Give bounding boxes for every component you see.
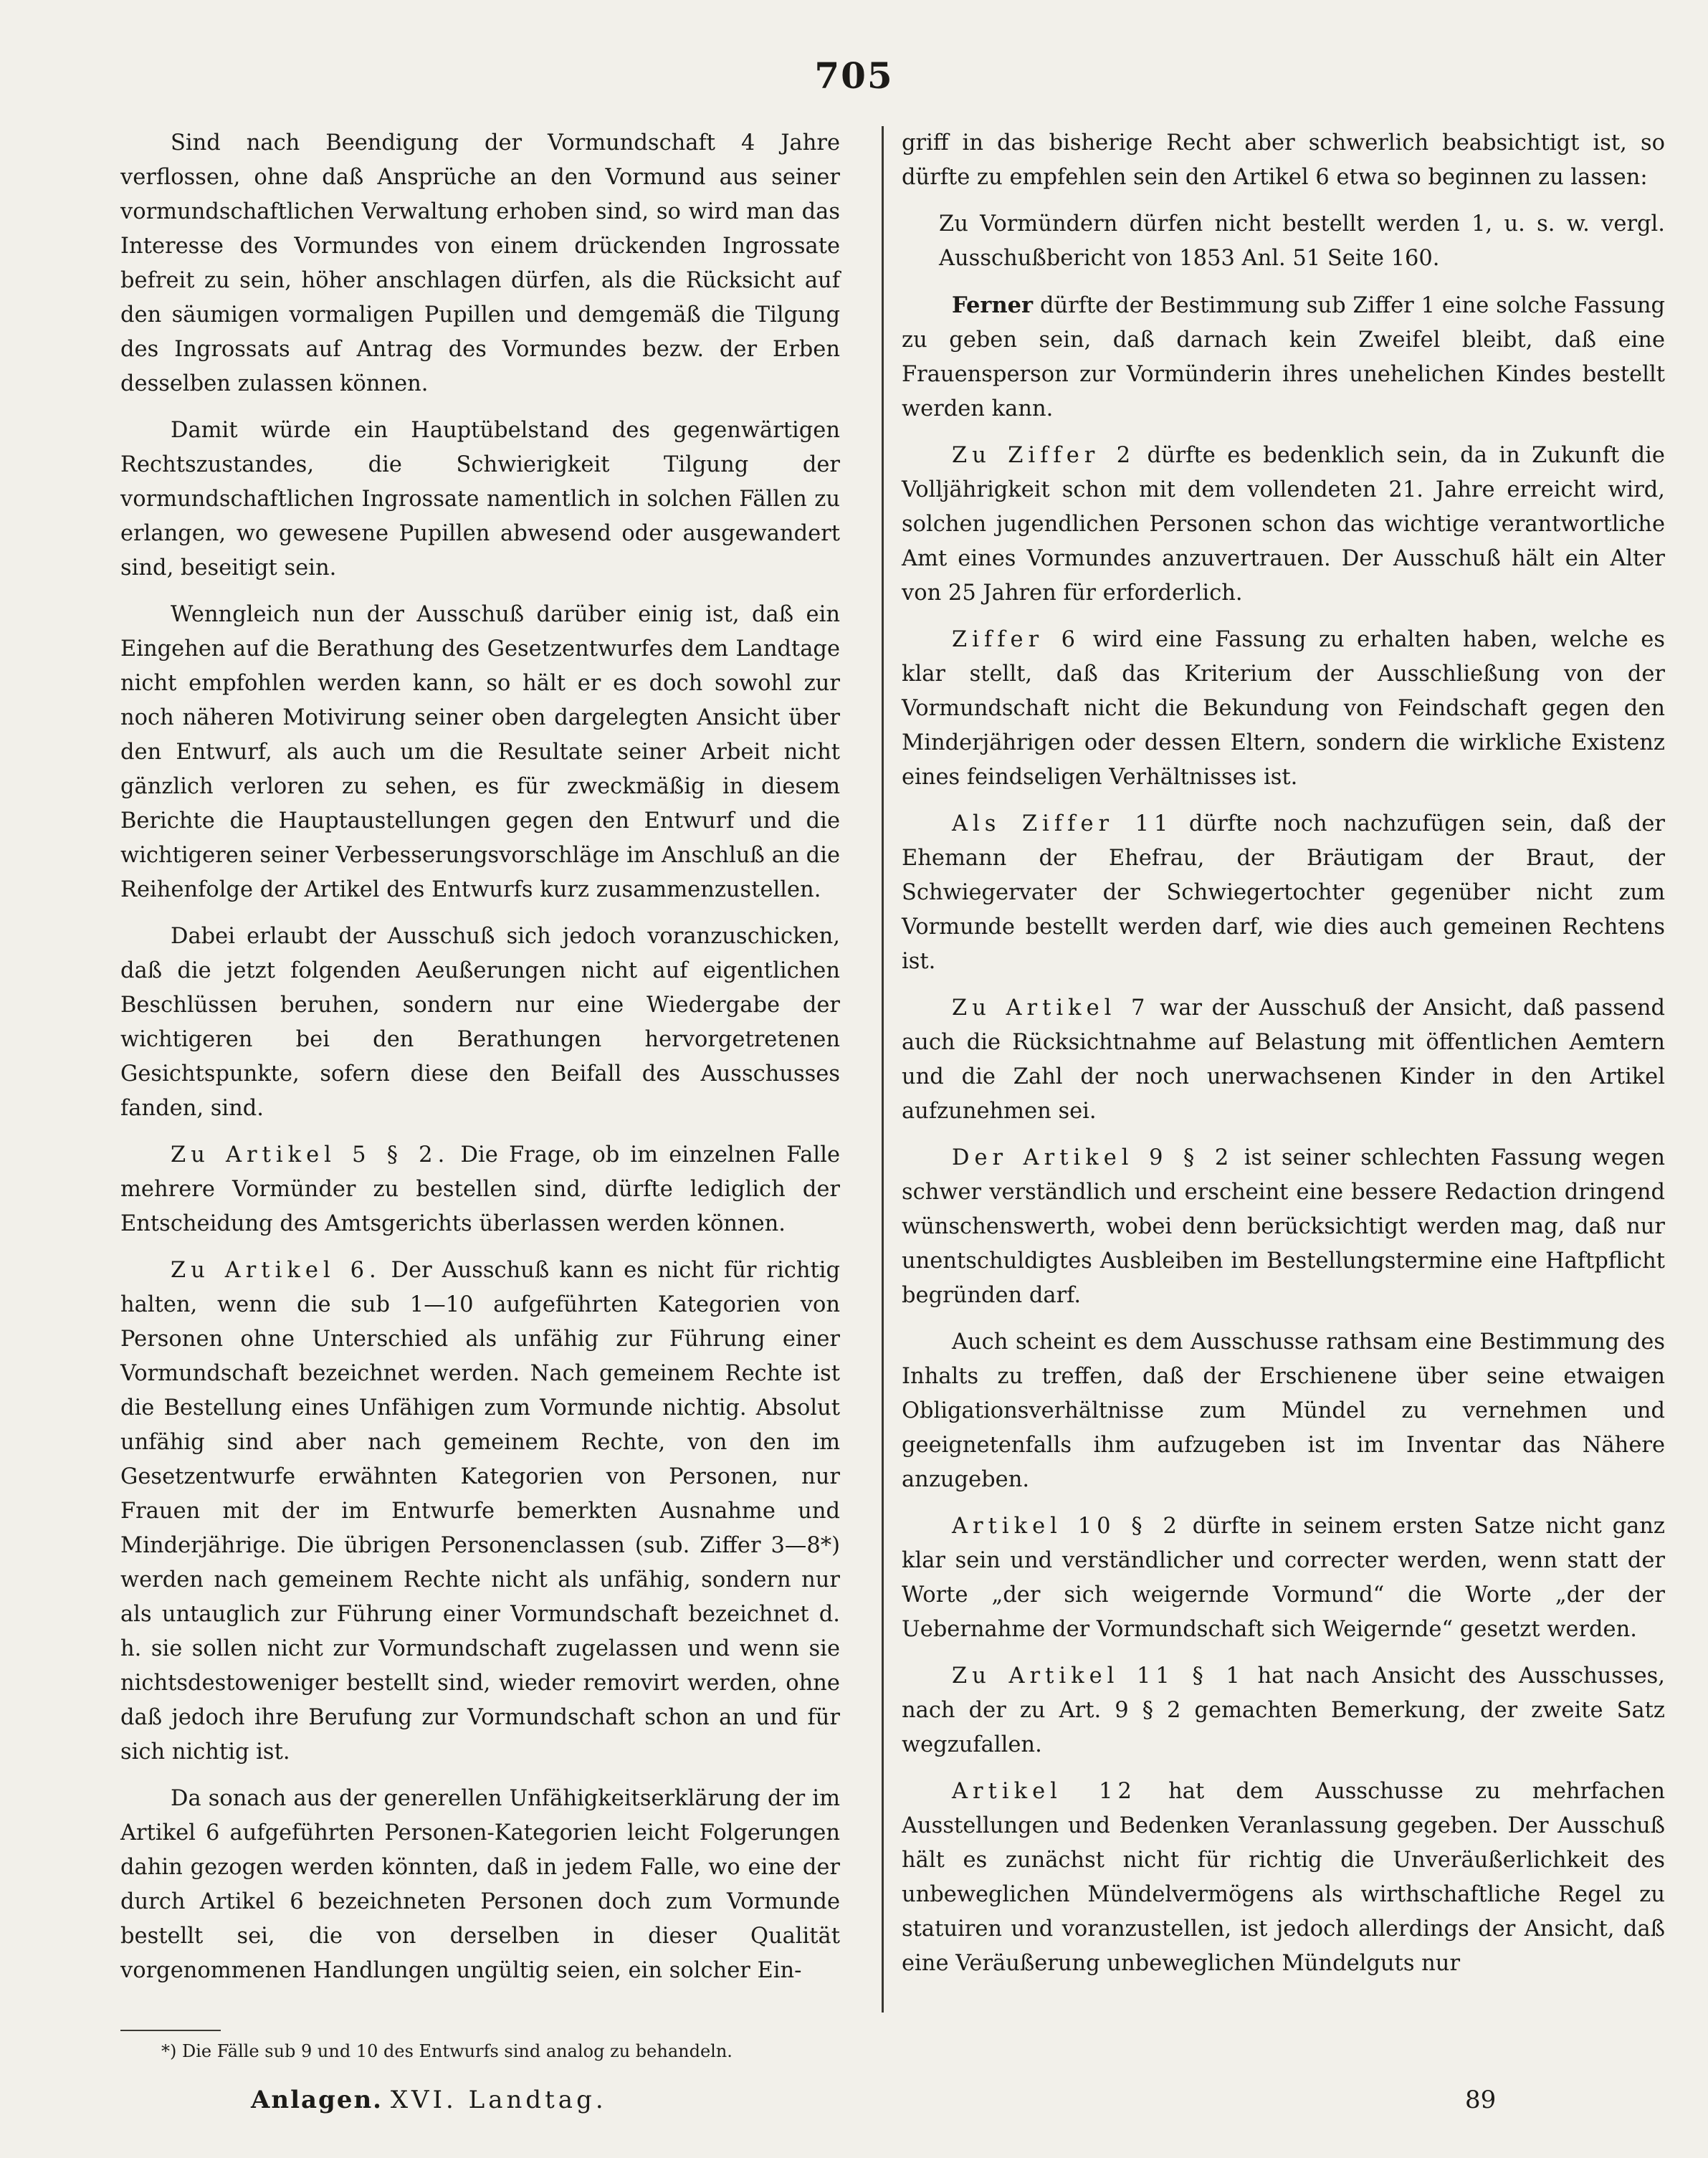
paragraph: Ziffer 6 wird eine Fassung zu erhalten haben, welche es klar stellt, daß das Kriterium der Ausschließung von der Vormundschaft nicht die Bekundung von Feindschaft gegen den Minderjährigen oder dessen Eltern, sondern die wirkliche Existenz eines feindseligen Verhältnisses ist. [902,627,1665,790]
paragraph: griff in das bisherige Recht aber schwerlich beabsichtigt ist, so dürfte zu empfehlen sein den Artikel 6 etwa so beginnen zu lassen: [902,130,1665,190]
paragraph-lead: Artikel 12 [952,1779,1137,1804]
paragraph-lead: Zu Artikel 5 § 2. [171,1142,450,1168]
paragraph-lead: Als Ziffer 11 [952,811,1173,836]
paragraph: Artikel 12 hat dem Ausschusse zu mehrfachen Ausstellungen und Bedenken Veranlassung gegeben. Der Ausschuß hält es zunächst nicht für richtig die Unveräußerlichkeit des unbeweglichen Mündelvermögens als wirthschaftliche Regel zu statuiren und voranzustellen, ist jedoch allerdings der Ansicht, daß eine Veräußerung unbeweglichen Mündelguts nur [902,1779,1665,1976]
paragraph: Sind nach Beendigung der Vormundschaft 4 Jahre verflossen, ohne daß Ansprüche an den Vormund aus seiner vormundschaftlichen Verwaltung erhoben sind, so wird man das Interesse des Vormundes von einem drückenden Ingrossate befreit zu sein, höher anschlagen dürfen, als die Rücksicht auf den säumigen vormaligen Pupillen und demgemäß die Tilgung des Ingrossats auf Antrag des Vormundes bezw. der Erben desselben zulassen können. [120,130,840,396]
paragraph-lead: Zu Ziffer 2 [952,443,1136,468]
footnote-rule [120,2030,221,2031]
paragraph: Artikel 10 § 2 dürfte in seinem ersten Satze nicht ganz klar sein und verständlicher und correcter werden, wenn statt der Worte „der sich weigernde Vormund“ die Worte „der der Uebernahme der Vormundschaft sich Weigernde“ gesetzt werden. [902,1514,1665,1642]
paragraph: Wenngleich nun der Ausschuß darüber einig ist, daß ein Eingehen auf die Berathung des Gesetzentwurfes dem Landtage nicht empfohlen werden kann, so hält er es doch sowohl zur noch näheren Motivirung seiner oben dargelegten Ansicht über den Entwurf, als auch um die Resultate seiner Arbeit nicht gänzlich verloren zu sehen, es für zweckmäßig in diesem Berichte die Hauptaustellungen gegen den Entwurf und die wichtigeren seiner Verbesserungsvorschläge im Anschluß an die Reihenfolge der Artikel des Entwurfs kurz zusammenzustellen. [120,602,840,902]
footer-signature-number: 89 [1465,2086,1497,2114]
paragraph: Zu Ziffer 2 dürfte es bedenklich sein, da in Zukunft die Volljährigkeit schon mit dem vollendeten 21. Jahre erreicht wird, solchen jugendlichen Personen schon das wichtige verantwortliche Amt eines Vormundes anzuvertrauen. Der Ausschuß hält ein Alter von 25 Jahren für erforderlich. [902,443,1665,606]
paragraph: Dabei erlaubt der Ausschuß sich jedoch voranzuschicken, daß die jetzt folgenden Aeußerungen nicht auf eigentlichen Beschlüssen beruhen, sondern nur eine Wiedergabe der wichtigeren bei den Berathungen hervorgetretenen Gesichtspunkte, sofern diese den Beifall des Ausschusses fanden, sind. [120,924,840,1121]
left-column [120,126,840,2000]
footer-publication [251,2086,607,2114]
paragraph-lead: Der Artikel 9 § 2 [952,1145,1234,1170]
paragraph-lead: Ziffer 6 [952,627,1081,652]
footer-publication-session: XVI. Landtag. [390,2086,607,2114]
footnote: *) Die Fälle sub 9 und 10 des Entwurfs sind analog zu behandeln. [161,2041,733,2061]
paragraph: Ferner dürfte der Bestimmung sub Ziffer 1 eine solche Fassung zu geben sein, daß darnach kein Zweifel bleibt, daß eine Frauensperson zur Vormünderin ihres unehelichen Kindes bestellt werden kann. [902,292,1665,421]
paragraph-lead: Ferner [952,292,1034,318]
paragraph: Der Artikel 9 § 2 ist seiner schlechten Fassung wegen schwer verständlich und erscheint eine bessere Redaction dringend wünschenswerth, wobei denn berücksichtigt werden mag, daß nur unentschuldigtes Ausbleiben im Bestellungstermine eine Haftpflicht begründen darf. [902,1145,1666,1308]
paragraph: Als Ziffer 11 dürfte noch nachzufügen sein, daß der Ehemann der Ehefrau, der Bräutigam der Braut, der Schwiegervater der Schwiegertochter gegenüber nicht zum Vormunde bestellt werden darf, wie dies auch gemeinen Rechtens ist. [902,811,1665,974]
footer-publication-title: Anlagen. [251,2086,383,2114]
paragraph-lead: Zu Artikel 7 [952,996,1150,1021]
quoted-paragraph: Zu Vormündern dürfen nicht bestellt werden 1, u. s. w. vergl. Ausschußbericht von 1853 Anl. 51 Seite 160. [939,211,1665,271]
paragraph: Auch scheint es dem Ausschusse rathsam eine Bestimmung des Inhalts zu treffen, daß der Erschienene über seine etwaigen Obligationsverhältnisse zum Mündel zu vernehmen und geeignetenfalls ihm aufzugeben ist im Inventar das Nähere anzugeben. [902,1329,1665,1492]
paragraph: Damit würde ein Hauptübelstand des gegenwärtigen Rechtszustandes, die Schwierigkeit Tilgung der vormundschaftlichen Ingrossate namentlich in solchen Fällen zu erlangen, wo gewesene Pupillen abwesend oder ausgewandert sind, beseitigt sein. [120,418,840,581]
column-divider [882,126,884,2013]
paragraph: Da sonach aus der generellen Unfähigkeitserklärung der im Artikel 6 aufgeführten Personen-Kategorien leicht Folgerungen dahin gezogen werden könnten, daß in jedem Falle, wo eine der durch Artikel 6 bezeichneten Personen doch zum Vormunde bestellt sei, die von derselben in dieser Qualität vorgenommenen Handlungen ungültig seien, ein solcher Ein- [120,1786,840,1983]
paragraph: Zu Artikel 6. Der Ausschuß kann es nicht für richtig halten, wenn die sub 1—10 aufgeführten Kategorien von Personen ohne Unterschied als unfähig zur Führung einer Vormundschaft bezeichnet werden. Nach gemeinem Rechte ist die Bestellung eines Unfähigen zum Vormunde nichtig. Absolut unfähig sind aber nach gemeinem Rechte, von den im Gesetzentwurfe erwähnten Kategorien von Personen, nur Frauen mit der im Entwurfe bemerkten Ausnahme und Minderjährige. Die übrigen Personenclassen (sub. Ziffer 3—8*) werden nach gemeinem Rechte nicht als unfähig, sondern nur als untauglich zur Führung einer Vormundschaft bezeichnet d. h. sie sollen nicht zur Vormundschaft zugelassen und wenn sie nichtsdestoweniger bestellt sind, wieder removirt werden, ohne daß jedoch ihre Berufung zur Vormundschaft schon an und für sich nichtig ist. [120,1258,840,1765]
page-number: 705 [814,54,894,97]
paragraph: Zu Artikel 5 § 2. Die Frage, ob im einzelnen Falle mehrere Vormünder zu bestellen sind, dürfte lediglich der Entscheidung des Amtsgerichts überlassen werden können. [120,1142,840,1236]
paragraph: Zu Artikel 11 § 1 hat nach Ansicht des Ausschusses, nach der zu Art. 9 § 2 gemachten Bemerkung, der zweite Satz wegzufallen. [902,1663,1665,1757]
paragraph-lead: Zu Artikel 11 § 1 [952,1663,1245,1689]
paragraph-lead: Artikel 10 § 2 [952,1514,1182,1539]
paragraph-lead: Zu Artikel 6. [171,1258,381,1283]
right-column [902,126,1665,1993]
paragraph: Zu Artikel 7 war der Ausschuß der Ansicht, daß passend auch die Rücksichtnahme auf Belastung mit öffentlichen Aemtern und die Zahl der noch unerwachsenen Kinder in den Artikel aufzunehmen sei. [902,996,1665,1124]
